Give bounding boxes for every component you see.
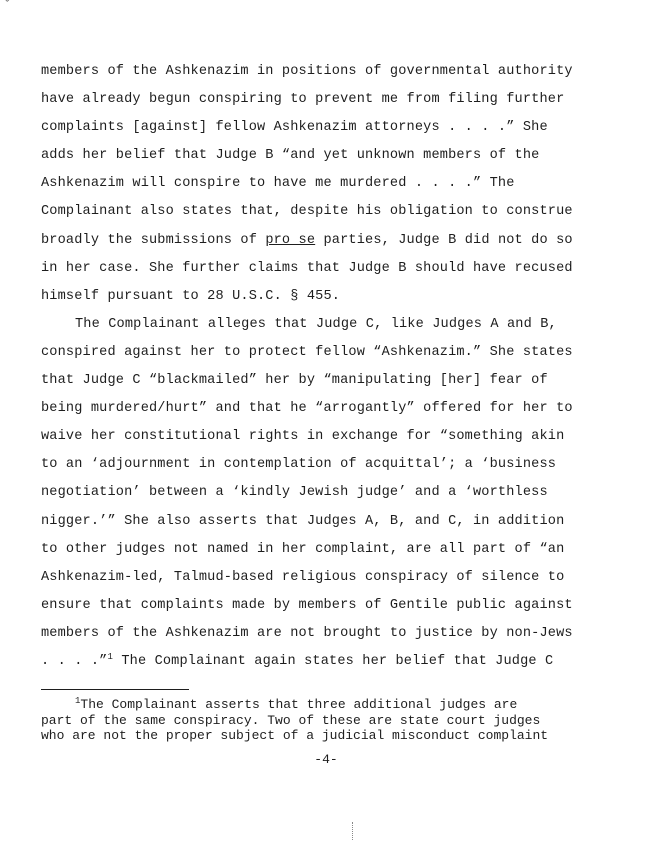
paragraph-start-line: The Complainant alleges that Judge C, like Judges A and B, (75, 316, 557, 332)
body-line: Complainant also states that, despite his obligation to construe (41, 204, 573, 220)
footnote-line (41, 697, 561, 713)
footnote-reference: 1 (107, 651, 114, 662)
body-line: in her case. She further claims that Judge B should have recused (41, 260, 573, 276)
body-line-segment: broadly the submissions of (41, 232, 266, 248)
pro-se-term: pro se (265, 232, 316, 248)
body-line: ensure that complaints made by members of Gentile public against (41, 597, 573, 613)
body-line: being murdered/hurt” and that he “arrogantly” offered for her to (41, 401, 573, 417)
body-line: that Judge C “blackmailed” her by “manipulating [her] fear of (41, 373, 548, 389)
body-text (41, 58, 573, 676)
body-line (41, 227, 573, 255)
body-line: have already begun conspiring to prevent me from filing further (41, 92, 565, 108)
footnote-text: The Complainant asserts that three additional judges are (80, 697, 518, 712)
body-line: to an ‘adjournment in contemplation of acquittal’; a ‘business (41, 457, 557, 473)
footnote-divider (41, 689, 189, 690)
body-line: negotiation’ between a ‘kindly Jewish judge’ and a ‘worthless (41, 485, 548, 501)
footnote-marker: 1 (75, 696, 81, 706)
body-line: members of the Ashkenazim are not brought to justice by non-Jews (41, 625, 573, 641)
body-line-segment: The Complainant again states her belief that Judge C (113, 653, 554, 669)
scan-artifact-line (352, 822, 355, 840)
footnote-line: who are not the proper subject of a judicial misconduct complaint (41, 728, 549, 743)
body-line: complaints [against] fellow Ashkenazim attorneys . . . .” She (41, 120, 548, 136)
body-line-segment: . . . .” (41, 653, 108, 669)
body-line: waive her constitutional rights in exchange for “something akin (41, 429, 565, 445)
body-line: to other judges not named in her complaint, are all part of “an (41, 541, 565, 557)
footnote (41, 697, 561, 744)
body-line: nigger.’” She also asserts that Judges A, B, and C, in addition (41, 513, 565, 529)
scan-artifact-mark: ˇ (4, 0, 11, 12)
body-line-segment: parties, Judge B did not do so (315, 232, 573, 248)
body-line: Ashkenazim will conspire to have me murdered . . . .” The (41, 176, 515, 192)
body-line: himself pursuant to 28 U.S.C. § 455. (41, 288, 341, 304)
page-number: -4- (314, 752, 338, 767)
body-line: adds her belief that Judge B “and yet unknown members of the (41, 148, 540, 164)
footnote-line: part of the same conspiracy. Two of these are state court judges (41, 712, 541, 728)
body-line: members of the Ashkenazim in positions of governmental authority (41, 64, 573, 79)
body-line (41, 648, 561, 676)
body-line: Ashkenazim-led, Talmud-based religious conspiracy of silence to (41, 569, 565, 585)
body-line: conspired against her to protect fellow “Ashkenazim.” She states (41, 344, 573, 360)
